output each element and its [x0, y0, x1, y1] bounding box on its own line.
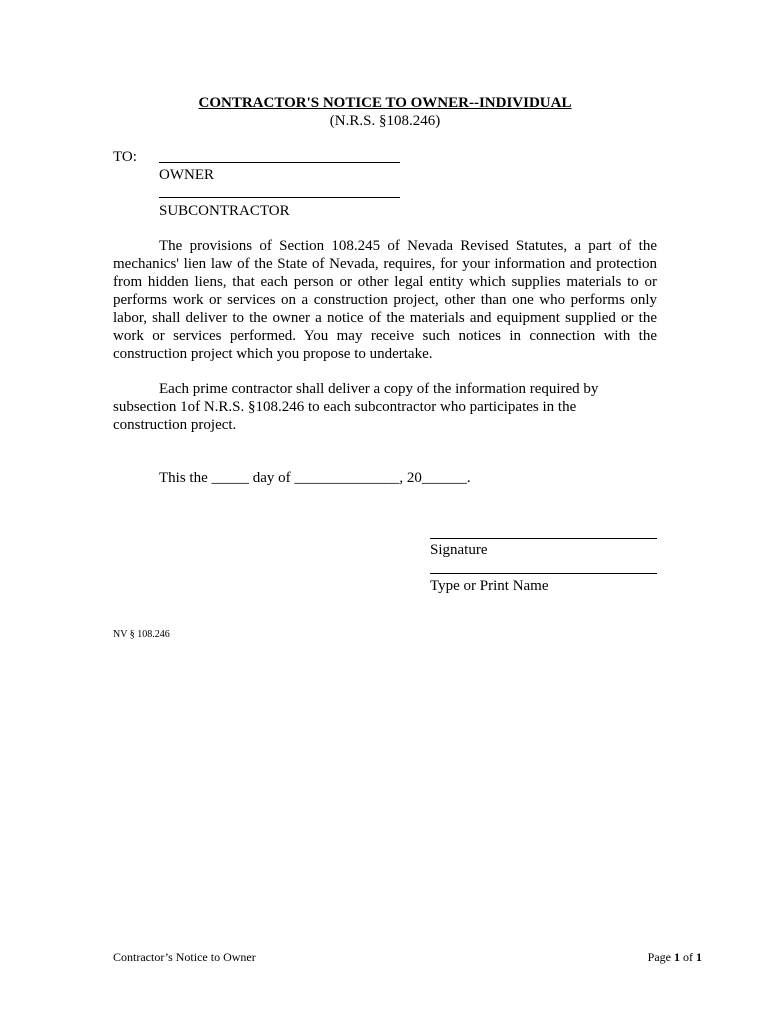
document-title: CONTRACTOR'S NOTICE TO OWNER--INDIVIDUAL [198, 95, 572, 111]
prime-contractor-paragraph: Each prime contractor shall deliver a copy of the information required by subsection 1of N.R.S. §108.246 to each subcontractor who participates in the construction project. [113, 381, 599, 433]
owner-label: OWNER [159, 167, 214, 183]
print-name-blank-line [430, 573, 657, 574]
to-label: TO: [113, 149, 137, 165]
signature-label: Signature [430, 542, 488, 558]
subcontractor-label: SUBCONTRACTOR [159, 203, 290, 219]
footer-title: Contractor’s Notice to Owner [113, 950, 256, 964]
print-name-label: Type or Print Name [430, 578, 549, 594]
notice-paragraph: The provisions of Section 108.245 of Nevada Revised Statutes, a part of the mechanics' lien law of the State of Nevada, requires, for your information and protection from hidden liens, that each person or other legal entity which supplies materials to or performs work or services on a construction project, other than one who performs only labor, shall deliver to the owner a notice of the materials and equipment supplied or the work or services performed. You may receive such notices in connection with the construction project which you propose to undertake. [113, 238, 657, 362]
code-reference: NV § 108.246 [113, 629, 170, 640]
signature-blank-line [430, 538, 657, 539]
page-total: 1 [696, 950, 702, 964]
page-of: of [680, 950, 696, 964]
page-number [648, 950, 702, 965]
document-subtitle: (N.R.S. §108.246) [329, 113, 441, 129]
date-line: This the _____ day of ______________, 20______. [159, 470, 471, 486]
owner-blank-line [159, 162, 400, 163]
page-current: 1 [674, 950, 680, 964]
subcontractor-blank-line [159, 197, 400, 198]
page-prefix: Page [647, 950, 674, 964]
